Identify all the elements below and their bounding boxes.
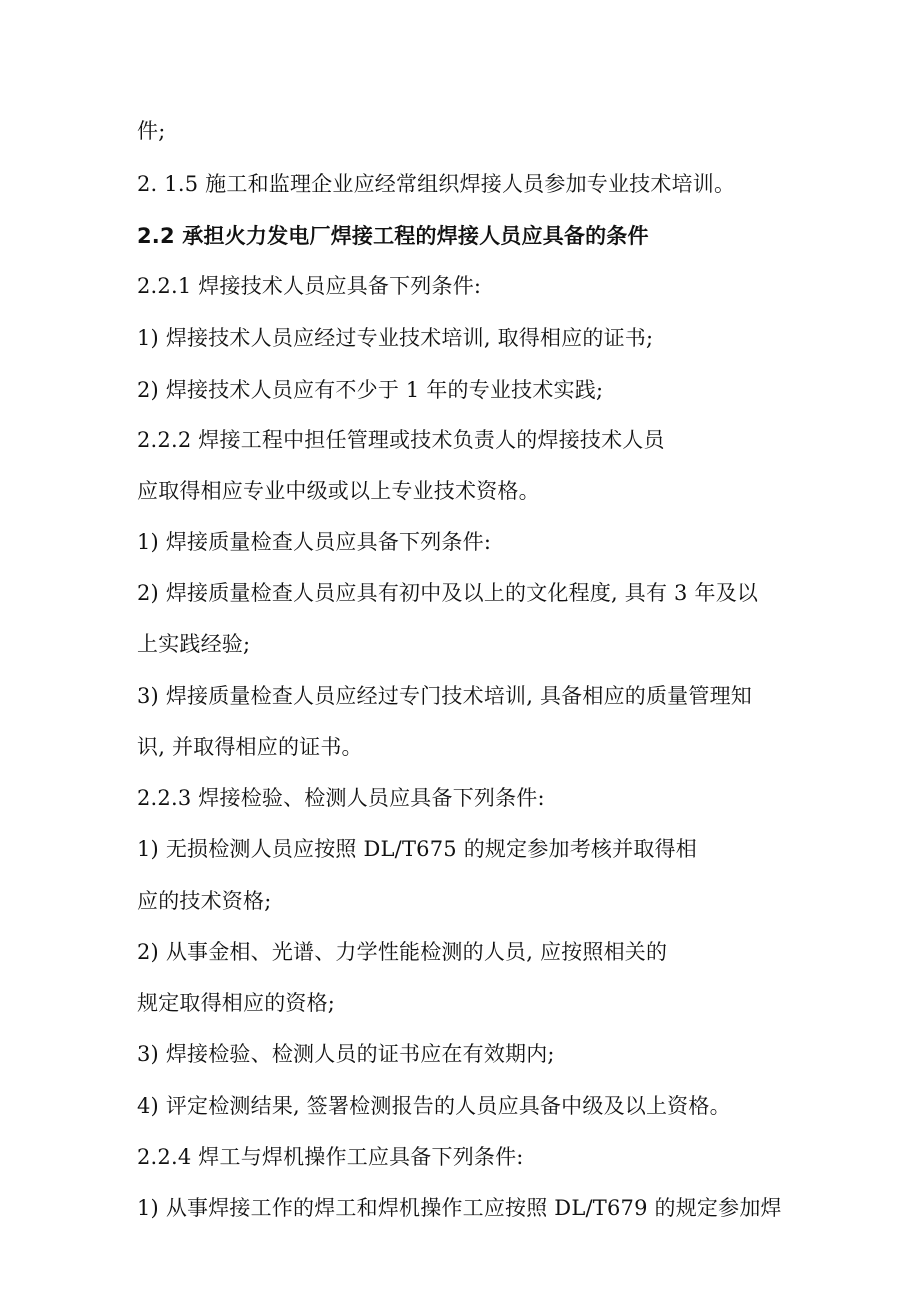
- text-line: 应取得相应专业中级或以上专业技术资格。: [137, 479, 540, 503]
- list-item: 1) 焊接技术人员应经过专业技术培训, 取得相应的证书;: [137, 326, 654, 350]
- text-line: 应的技术资格;: [137, 889, 272, 913]
- text-line: 上实践经验;: [137, 632, 251, 656]
- section-2-2-1: 2.2.1 焊接技术人员应具备下列条件:: [137, 274, 482, 298]
- list-item: 2) 焊接质量检查人员应具有初中及以上的文化程度, 具有 3 年及以: [137, 581, 759, 605]
- section-2-1-5: 2. 1.5 施工和监理企业应经常组织焊接人员参加专业技术培训。: [137, 172, 736, 196]
- list-item: 1) 从事焊接工作的焊工和焊机操作工应按照 DL/T679 的规定参加焊: [137, 1196, 782, 1220]
- list-item: 3) 焊接质量检查人员应经过专门技术培训, 具备相应的质量管理知: [137, 684, 752, 708]
- section-2-2-2: 2.2.2 焊接工程中担任管理或技术负责人的焊接技术人员: [137, 428, 665, 452]
- list-item: 1) 无损检测人员应按照 DL/T675 的规定参加考核并取得相: [137, 837, 697, 861]
- text-line: 识, 并取得相应的证书。: [137, 735, 363, 759]
- section-2-2-4: 2.2.4 焊工与焊机操作工应具备下列条件:: [137, 1145, 524, 1169]
- list-item: 2) 从事金相、光谱、力学性能检测的人员, 应按照相关的: [137, 940, 668, 964]
- list-item: 2) 焊接技术人员应有不少于 1 年的专业技术实践;: [137, 378, 604, 402]
- list-item: 4) 评定检测结果, 签署检测报告的人员应具备中级及以上资格。: [137, 1094, 731, 1118]
- list-item: 1) 焊接质量检查人员应具备下列条件:: [137, 530, 492, 554]
- text-line: 件;: [137, 119, 166, 143]
- section-heading-2-2: 2.2 承担火力发电厂焊接工程的焊接人员应具备的条件: [137, 224, 649, 248]
- section-2-2-3: 2.2.3 焊接检验、检测人员应具备下列条件:: [137, 786, 545, 810]
- list-item: 3) 焊接检验、检测人员的证书应在有效期内;: [137, 1042, 555, 1066]
- text-line: 规定取得相应的资格;: [137, 991, 336, 1015]
